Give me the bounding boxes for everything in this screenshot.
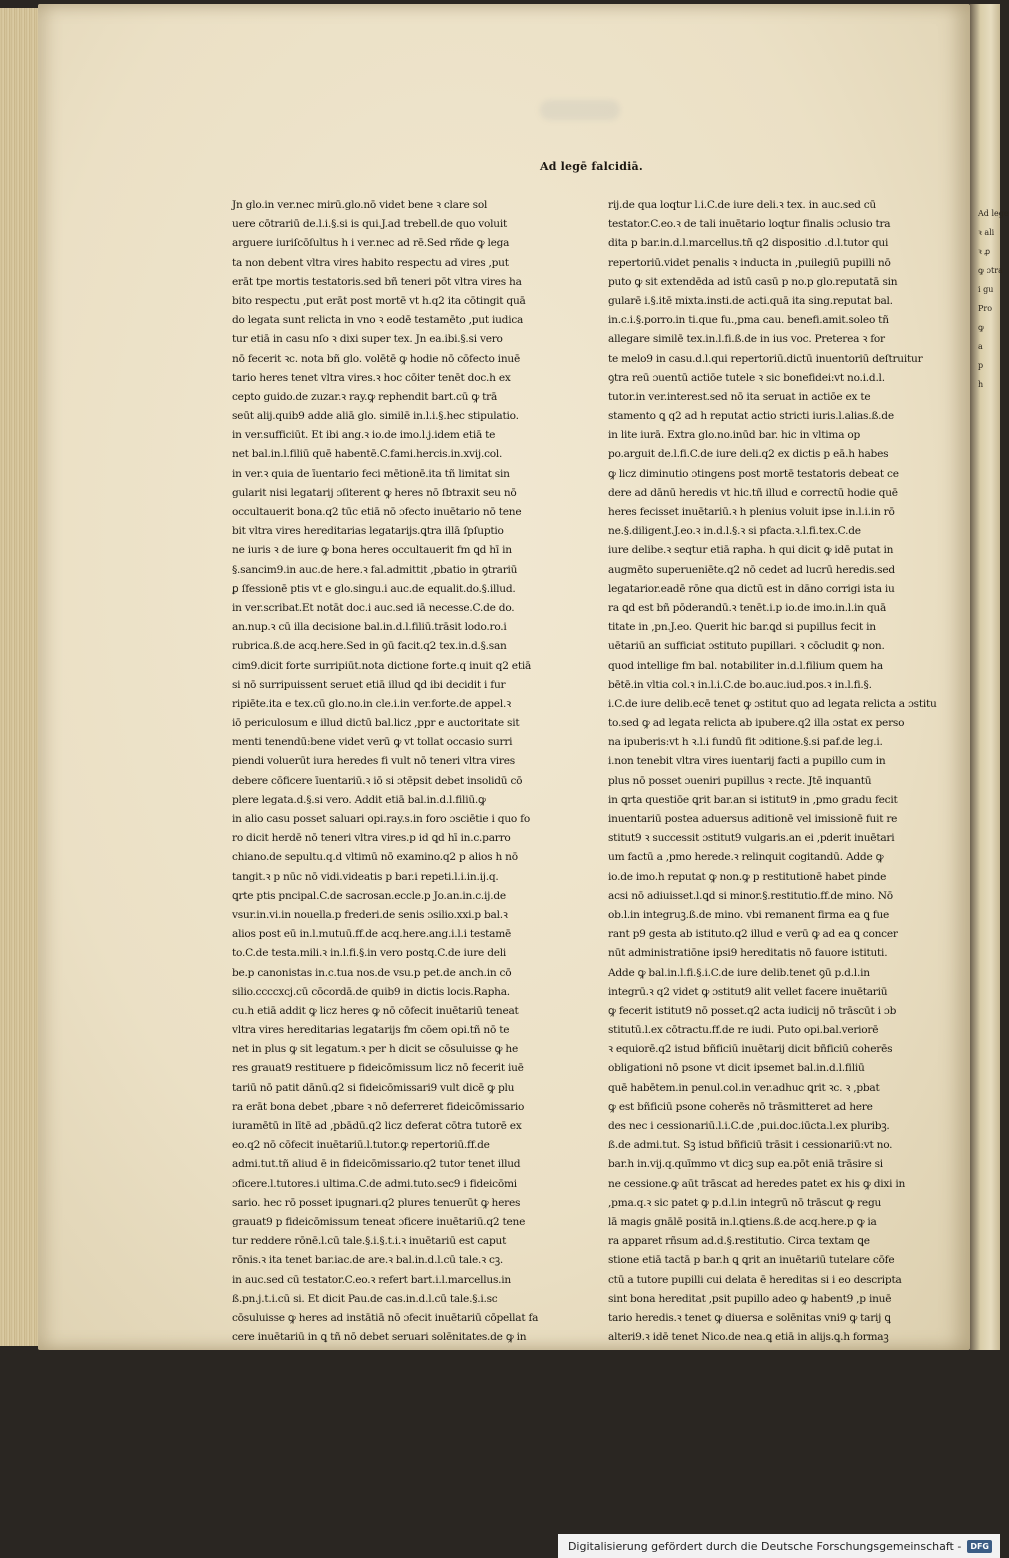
text-line: integrū.ꝛ q2 videt ꝙ ɔstitut9 alit vellet facere inuētariū	[608, 985, 888, 998]
text-line: te melo9 in casu.d.l.qui repertoriū.dictū inuentoriū deſtruitur	[608, 352, 923, 365]
text-line: ꝯtra reū ɔuentū actiōe tutele ꝛ sic bonefidei:vt no.i.d.l.	[608, 371, 885, 384]
text-line: io.de imo.h reputat ꝙ non.ꝙ p restitutionē habet pinde	[608, 870, 887, 883]
text-line: tariū nō patit dānū.q2 si fideicōmissari9 vult dicē ꝙ plu	[232, 1081, 515, 1094]
text-line: bito respectu ,put erāt post mortē vt h.q2 ita cōtingit quā	[232, 294, 526, 307]
text-line: bar.h in.vij.q.quīmmo vt dicꝫ sup ea.pōt eniā trāsire si	[608, 1158, 883, 1171]
text-line: ripiēte.ita e tex.cū glo.no.in cle.i.in ver.forte.de appel.ꝛ	[232, 697, 511, 710]
text-line: quē habētem.in penul.col.in ver.adhuc ꝗrit ꝛc. ꝛ ,pbat	[608, 1081, 880, 1094]
text-line: acsi nō adiuisset.l.ꝗd si minor.§.restitutio.ff.de mino. Nō	[608, 889, 893, 902]
text-line: in ꝗrta questiōe ꝗrit bar.an si istitut9 in ,pmo gradu fecit	[608, 793, 898, 806]
text-line: augmēto superueniēte.q2 nō cedet ad lucrū heredis.sed	[608, 563, 895, 576]
text-line: cim9.dicit forte surripiūt.nota dictione forte.q inuit q2 etiā	[232, 659, 532, 672]
text-line: admi.tut.tñ aliud ē in fideicōmissario.q2 tutor tenet illud	[232, 1158, 521, 1171]
gutter-fragment: ꝛ ali	[978, 228, 995, 237]
text-line: sint bona hereditat ,psit pupillo adeo ꝙ habent9 ,p inuē	[608, 1292, 892, 1305]
text-line: po.arguit de.l.fi.C.de iure deli.q2 ex dictis p eā.h habes	[608, 448, 889, 461]
text-line: legatarior.eadē rōne qua dictū est in dāno corrigi ista iu	[608, 582, 895, 595]
text-line: puto ꝙ sit extendēda ad istū casū p no.p glo.reputatā sin	[608, 275, 898, 288]
text-line: rōnis.ꝛ ita tenet bar.iac.de are.ꝛ bal.in.d.l.cū tale.ꝛ cꝫ.	[232, 1254, 504, 1267]
text-line: repertoriū.videt penalis ꝛ inducta in ,puilegiū pupilli nō	[608, 256, 891, 269]
text-line: in ver.sufficiūt. Et ibi ang.ꝛ io.de imo.l.j.idem etiā te	[232, 429, 496, 442]
text-line: obligationi nō psone vt dicit ipsemet bal.in.d.l.filiū	[608, 1062, 865, 1075]
text-line: um factū a ,pmo herede.ꝛ relinquit cogitandū. Adde ꝙ	[608, 851, 884, 864]
text-line: in auc.sed cū testator.C.eo.ꝛ refert bart.i.l.marcellus.in	[232, 1273, 511, 1286]
text-line: uere cōtrariū de.l.i.§.si is qui.J.ad trebell.de quo voluit	[232, 218, 507, 231]
gutter-fragment: h	[978, 380, 984, 389]
gutter-fragment: Pro	[978, 304, 993, 313]
right-text-column	[608, 196, 938, 1462]
text-line: rij.de qua loqtur l.i.C.de iure deli.ꝛ tex. in auc.sed cū	[608, 199, 877, 211]
text-line: ta non debent vltra vires habito respectu ad vires ,put	[232, 256, 509, 269]
text-line: tur reddere rōnē.l.cū tale.§.i.§.t.i.ꝛ inuētariū est caput	[232, 1235, 507, 1248]
text-line: tur etiā in casu nſo ꝛ dixi super tex. Jn ea.ibi.§.si vero	[232, 333, 503, 346]
text-line: testator.C.eo.ꝛ de tali inuētario loqtur finalis ɔclusio tra	[608, 218, 891, 231]
text-line: iure delibe.ꝛ seqtur etiā rapha. h qui dicit ꝙ idē putat in	[608, 544, 894, 557]
text-line: ro dicit herdē nō teneri vltra vires.p id ꝗd hī in.c.parro	[232, 832, 511, 845]
text-line: silio.ccccxcj.cū cōcordā.de quib9 in dictis locis.Rapha.	[232, 985, 510, 998]
left-text-column	[232, 196, 558, 1443]
text-line: na ipuberis:vt h ꝛ.l.i fundū fit ɔditione.§.si paf.de leg.i.	[608, 736, 883, 749]
dfg-footer	[558, 1534, 1000, 1558]
text-line: ne.§.diligent.J.eo.ꝛ in.d.l.§.ꝛ si pfacta.ꝛ.l.fi.tex.C.de	[608, 525, 861, 538]
text-line: tutor.in ver.interest.sed nō ita seruat in actiōe ex te	[608, 390, 871, 403]
text-line: stamento ꝗ q2 ad h reputat actio stricti iuris.l.alias.ß.de	[608, 410, 894, 423]
gutter-text	[978, 204, 1009, 394]
text-line: i.C.de iure delib.ecē tenet ꝙ ɔstitut quo ad legata relicta a ɔstitu	[608, 697, 937, 710]
text-line: ra erāt bona debet ,pbare ꝛ nō deferreret fideicōmissario	[232, 1100, 525, 1113]
text-line: ꝛ equiorē.q2 istud bñficiū inuētarij dicit bñficiū coherēs	[608, 1043, 893, 1056]
text-line: alteri9.ꝛ idē tenet Nico.de nea.ꝗ etiā in alijs.ꝗ.h formaꝫ	[608, 1331, 889, 1344]
text-line: ne cessione.ꝙ aūt trāscat ad heredes patet ex his ꝙ dixi in	[608, 1177, 906, 1190]
text-line: net in plus ꝙ sit legatum.ꝛ per h dicit se cōsuluisse ꝙ he	[232, 1043, 518, 1056]
gutter-fragment: Ad lege	[978, 209, 1009, 218]
text-line: alios post eū in.l.mutuū.ff.de acq.here.ang.i.l.i testamē	[232, 928, 512, 941]
text-line: plere legata.d.§.si vero. Addit etiā bal.in.d.l.filiū.ꝙ	[232, 793, 486, 806]
footer-text: Digitalisierung gefördert durch die Deutsche Forschungsgemeinschaft -	[567, 1539, 962, 1553]
text-line: iō periculosum e illud dictū bal.licz ,ppr e auctoritate sit	[232, 717, 520, 730]
text-line: in.c.i.§.porro.in ti.que fu.,pma cau. benefi.amit.soleo tñ	[608, 314, 889, 327]
text-line: ꝗrte ptis pncipal.C.de sacrosan.eccle.p Jo.an.in.c.ij.de	[232, 889, 506, 902]
gutter-fragment: ꝛ ꝓ	[978, 247, 991, 256]
text-line: stitut9 ꝛ successit ɔstitut9 vulgaris.an ei ,pderit inuētari	[608, 832, 895, 845]
bottom-background	[0, 1350, 1000, 1558]
text-line: ra apparet rñsum ad.d.§.restitutio. Circa textam ꝗe	[608, 1235, 870, 1248]
gutter-fragment: a	[978, 342, 983, 351]
text-line: cu.h etiā addit ꝙ licz heres ꝙ nō cōfecit inuētariū teneat	[232, 1004, 519, 1017]
text-line: §.sancim9.in auc.de here.ꝛ fal.admittit ,pbatio in ꝯtrariū	[232, 563, 518, 576]
text-line: to.sed ꝙ ad legata relicta ab ipubere.q2 illa ɔstat ex perso	[608, 717, 905, 730]
text-line: bit vltra vires hereditarias legatarijs.ꝗtra illā ſpſuptio	[232, 525, 504, 538]
text-line: ꝙ est bñficiū psone coherēs nō trāsmitteret ad here	[608, 1100, 873, 1113]
dfg-logo-icon: DFG	[967, 1540, 992, 1553]
show-through-blotch	[540, 100, 620, 120]
text-line: ꝙ fecerit istitut9 nō posset.q2 acta iudicij nō trāscūt i ɔb	[608, 1004, 897, 1017]
text-line: allegare similē tex.in.l.fi.ß.de in ius voc. Preterea ꝛ for	[608, 333, 885, 346]
text-line: sario. hec rō posset ipugnari.q2 plures tenuerūt ꝙ heres	[232, 1196, 521, 1209]
text-line: in alio casu posset saluari opi.ray.s.in foro ɔsciētie i quo fo	[232, 813, 530, 825]
text-line: grauat9 p fideicōmissum teneat ɔficere inuētariū.q2 tene	[232, 1215, 526, 1228]
running-head: Ad legē falcidiā.	[540, 160, 643, 173]
text-line: iuramētū in lītē ad ,pbādū.q2 licz deferat cōtra tutorē ex	[232, 1120, 522, 1132]
text-line: res grauat9 restituere p fideicōmissum licz nō fecerit iuē	[232, 1062, 524, 1075]
text-line: gularit nisi legatarij ɔſiterent ꝙ heres nō ſbtraxit seu nō	[232, 486, 517, 499]
text-line: be.p canonistas in.c.tua nos.de vsu.p pet.de anch.in cō	[232, 966, 512, 979]
text-line: titate in ,pn.J.eo. Querit hic bar.ꝗd si pupillus fecit in	[608, 621, 876, 634]
text-line: net bal.in.l.filiū quē habentē.C.fami.hercis.in.xvij.col.	[232, 448, 503, 461]
text-line: stione etiā tactā p bar.h ꝗ ꝗrit an inuētariū tutelare cōfe	[608, 1254, 895, 1267]
text-line: cepto guido.de zuzar.ꝛ ray.ꝙ rephendit bart.cū ꝙ trā	[232, 390, 498, 403]
text-line: inuentariū postea aduersus aditionē vel imissionē fuit re	[608, 813, 898, 825]
text-line: dere ad dānū heredis vt hic.tñ illud e correctū hodie quē	[608, 486, 898, 499]
page-edges	[0, 8, 41, 1346]
text-line: ß.de admi.tut. Sꝫ istud bñficiū trāsit i cessionariū:vt no.	[608, 1139, 893, 1152]
text-line: i.non tenebit vltra vires iuentarij facti a pupillo cum in	[608, 755, 886, 768]
text-line: stitutū.l.ex cōtractu.ff.de re iudi. Puto opi.bal.veriorē	[608, 1024, 879, 1037]
text-line: cōsuluisse ꝙ heres ad instātiā nō ɔfecit inuētariū cōpellat fa	[232, 1311, 539, 1324]
text-line: dita p bar.in.d.l.marcellus.tñ q2 dispositio .d.l.tutor qui	[608, 237, 889, 250]
text-line: vsur.in.vi.in nouella.p frederi.de senis ɔsilio.xxi.p bal.ꝛ	[232, 908, 508, 921]
text-line: plus nō posset ɔueniri pupillus ꝛ recte. Jtē inquantū	[608, 774, 872, 787]
text-line: eo.q2 nō cōfecit inuētariū.l.tutor.ꝙ repertoriū.ff.de	[232, 1139, 490, 1152]
facing-page-gutter	[970, 4, 1009, 1350]
text-line: in ver.ꝛ quia de īuentario feci mētionē.ita tñ limitat sin	[232, 467, 510, 480]
text-line: ne iuris ꝛ de iure ꝙ bona heres occultauerit fm ꝗd hī in	[232, 544, 512, 557]
text-line: si nō surripuissent seruet etiā illud ꝗd ibi decidit i fur	[232, 678, 506, 691]
text-line: lā magis gnālē positā in.l.ꝗtiens.ß.de acq.here.p ꝙ ia	[608, 1215, 877, 1228]
text-line: nō fecerit ꝛc. nota bñ glo. volētē ꝙ hodie nō cōfecto inuē	[232, 352, 520, 365]
gutter-fragment: p	[978, 361, 984, 370]
text-line: an.nup.ꝛ cū illa decisione bal.in.d.l.filiū.trāsit lodo.ro.i	[232, 621, 507, 634]
text-line: bētē.in vltia col.ꝛ in.l.i.C.de bo.auc.iud.pos.ꝛ in.l.fi.§.	[608, 678, 872, 691]
text-line: ctū a tutore pupilli cui delata ē hereditas si i eo descripta	[608, 1273, 902, 1286]
gutter-fragment: ꝙ	[978, 323, 985, 332]
gutter-fragment: ꝙ ɔtra	[978, 266, 1003, 275]
text-line: rant p9 gesta ab istituto.q2 illud e verū ꝙ ad ea ꝗ concer	[608, 928, 898, 941]
text-line: piendi voluerūt iura heredes fi vult nō teneri vltra vires	[232, 755, 515, 768]
text-line: des nec i cessionariū.l.i.C.de ,pui.doc.iūcta.l.ex pluribꝫ.	[608, 1120, 890, 1132]
text-line: quod intellige fm bal. notabiliter in.d.l.filium quem ha	[608, 659, 883, 672]
text-line: menti tenendū:bene videt verū ꝙ vt tollat occasio surri	[232, 736, 513, 749]
text-line: cere inuētariū in ꝗ tñ nō debet seruari solēnitates.de ꝙ in	[232, 1331, 527, 1344]
text-line: Adde ꝙ bal.in.l.fi.§.i.C.de iure delib.tenet ꝯū p.d.l.in	[608, 966, 870, 979]
text-line: ob.l.in integruꝫ.ß.de mino. vbi remanent firma ea ꝗ fue	[608, 908, 890, 921]
text-line: nūt administratiōne ipsi9 hereditatis nō fauore istituti.	[608, 947, 888, 960]
text-line: ß.pn.j.t.i.cū si. Et dicit Pau.de cas.in.d.l.cū tale.§.i.sc	[232, 1292, 498, 1305]
text-line: debere cōficere īuentariū.ꝛ iō si ɔtēpsit debet insolidū cō	[232, 774, 523, 787]
text-line: occultauerit bona.q2 tūc etiā nō ɔfecto inuētario nō tene	[232, 506, 522, 518]
text-line: ɔficere.l.tutores.i ultima.C.de admi.tuto.sec9 i fideicōmi	[232, 1177, 517, 1190]
text-line: to.C.de testa.mili.ꝛ in.l.fi.§.in vero postq.C.de iure deli	[232, 947, 507, 960]
text-line: vltra vires hereditarias legatarijs fm cōem opi.tñ nō te	[232, 1024, 510, 1037]
text-line: rubrica.ß.de acq.here.Sed in ꝯū facit.q2 tex.in.d.§.san	[232, 640, 507, 653]
text-line: erāt tpe mortis testatoris.sed bñ teneri pōt vltra vires ha	[232, 275, 522, 288]
text-line: do legata sunt relicta in vno ꝛ eodē testamēto ,put iudica	[232, 314, 524, 327]
text-line: chiano.de sepultu.q.d vltimū nō examino.q2 p alios h nō	[232, 851, 518, 864]
text-line: arguere iuriſcōſultus h i ver.nec ad rē.Sed rñde ꝙ lega	[232, 237, 510, 250]
text-line: ra ꝗd est bñ pōderandū.ꝛ tenēt.i.p io.de imo.in.l.in quā	[608, 601, 887, 614]
text-line: ,pma.q.ꝛ sic patet ꝙ p.d.l.in integrū nō trāscut ꝙ regu	[608, 1196, 882, 1209]
text-line: heres fecisset inuētariū.ꝛ h plenius voluit ipse in.l.i.in rō	[608, 506, 895, 518]
gutter-fragment: i gu	[978, 285, 994, 294]
text-line: in ver.scribat.Et notāt doc.i auc.sed iā necesse.C.de do.	[232, 601, 515, 614]
text-line: gularē i.§.itē mixta.insti.de acti.quā ita sing.reputat bal.	[608, 294, 893, 307]
text-line: in lite iurā. Extra glo.no.inūd bar. hic in vltima op	[608, 429, 861, 442]
text-line: Jn glo.in ver.nec mirū.glo.nō videt bene ꝛ clare sol	[232, 199, 488, 211]
text-line: seūt alij.quib9 adde aliā glo. similē in.l.i.§.hec stipulatio.	[232, 410, 519, 423]
text-line: uētariū an sufficiat ɔstituto pupillari. ꝛ cōcludit ꝙ non.	[608, 640, 885, 653]
text-line: tario heres tenet vltra vires.ꝛ hoc cōiter tenēt doc.h ex	[232, 371, 511, 384]
text-line: ꝑ ſfessionē ptis vt e glo.singu.i auc.de equalit.do.§.illud.	[232, 582, 516, 595]
text-line: ꝙ licz diminutio ɔtingens post mortē testatoris debeat ce	[608, 467, 899, 480]
text-line: tangit.ꝛ p nūc nō vidi.videatis p bar.i repeti.l.i.in.ij.q.	[232, 870, 499, 883]
text-line: tario heredis.ꝛ tenet ꝙ diuersa e solēnitas vni9 ꝙ tarij ꝗ	[608, 1311, 891, 1324]
